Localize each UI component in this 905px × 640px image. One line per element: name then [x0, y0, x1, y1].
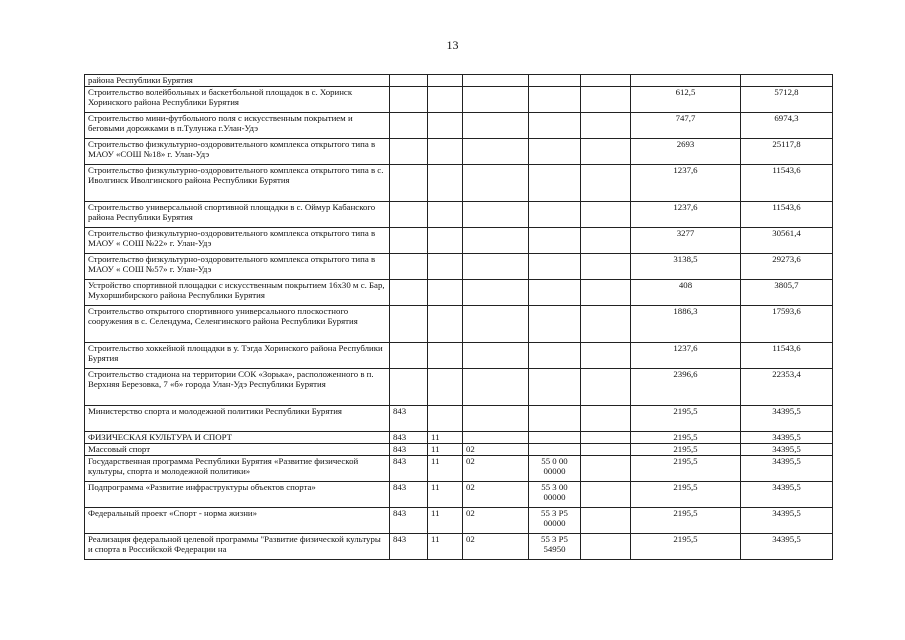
amount-year1-cell	[631, 75, 741, 87]
section-code-cell	[428, 369, 463, 406]
expense-type-cell	[581, 534, 631, 560]
expense-type-cell	[581, 444, 631, 456]
target-article-cell	[529, 254, 581, 280]
ministry-code-cell: 843	[390, 444, 428, 456]
expense-type-cell	[581, 87, 631, 113]
section-code-cell	[428, 75, 463, 87]
expense-type-cell	[581, 369, 631, 406]
target-article-cell	[529, 280, 581, 306]
amount-year2-cell: 11543,6	[741, 165, 833, 202]
section-code-cell	[428, 406, 463, 432]
amount-year1-cell: 2195,5	[631, 432, 741, 444]
table-row	[85, 444, 833, 456]
subsection-code-cell: 02	[463, 508, 529, 534]
row-name-cell: Федеральный проект «Спорт - норма жизни»	[85, 508, 390, 534]
target-article-cell	[529, 306, 581, 343]
ministry-code-cell	[390, 343, 428, 369]
ministry-code-cell	[390, 228, 428, 254]
amount-year1-cell: 2396,6	[631, 369, 741, 406]
expense-type-cell	[581, 306, 631, 343]
amount-year2-cell: 5712,8	[741, 87, 833, 113]
amount-year2-cell: 3805,7	[741, 280, 833, 306]
subsection-code-cell	[463, 75, 529, 87]
ministry-code-cell	[390, 306, 428, 343]
amount-year1-cell: 1237,6	[631, 343, 741, 369]
subsection-code-cell	[463, 139, 529, 165]
target-article-cell	[529, 444, 581, 456]
table-row	[85, 306, 833, 343]
table-row	[85, 165, 833, 202]
row-name-cell: района Республики Бурятия	[85, 75, 390, 87]
row-name-cell: Устройство спортивной площадки с искусственным покрытием 16х30 м с. Бар, Мухоршибирского района Республики Бурятия	[85, 280, 390, 306]
target-article-cell	[529, 113, 581, 139]
amount-year2-cell: 34395,5	[741, 406, 833, 432]
section-code-cell	[428, 87, 463, 113]
ministry-code-cell: 843	[390, 432, 428, 444]
amount-year1-cell: 1237,6	[631, 202, 741, 228]
section-code-cell	[428, 228, 463, 254]
subsection-code-cell	[463, 165, 529, 202]
amount-year2-cell: 34395,5	[741, 432, 833, 444]
subsection-code-cell	[463, 369, 529, 406]
row-name-cell: Строительство универсальной спортивной площадки в с. Оймур Кабанского района Республики Бурятия	[85, 202, 390, 228]
row-name-cell: Строительство стадиона на территории СОК «Зорька», расположенного в п. Верхняя Березовка, 7 «б» города Улан-Удэ Республики Бурятия	[85, 369, 390, 406]
target-article-cell: 55 3 00 00000	[529, 482, 581, 508]
amount-year2-cell: 29273,6	[741, 254, 833, 280]
section-code-cell: 11	[428, 456, 463, 482]
amount-year2-cell: 22353,4	[741, 369, 833, 406]
expense-type-cell	[581, 343, 631, 369]
subsection-code-cell: 02	[463, 482, 529, 508]
table-row	[85, 202, 833, 228]
target-article-cell	[529, 165, 581, 202]
target-article-cell	[529, 406, 581, 432]
table-row	[85, 139, 833, 165]
target-article-cell	[529, 75, 581, 87]
amount-year1-cell: 408	[631, 280, 741, 306]
subsection-code-cell	[463, 280, 529, 306]
ministry-code-cell	[390, 280, 428, 306]
subsection-code-cell	[463, 202, 529, 228]
row-name-cell: Строительство хоккейной площадки в у. Тэгда Хоринского района Республики Бурятия	[85, 343, 390, 369]
expense-type-cell	[581, 113, 631, 139]
target-article-cell	[529, 228, 581, 254]
section-code-cell	[428, 113, 463, 139]
row-name-cell: Министерство спорта и молодежной политики Республики Бурятия	[85, 406, 390, 432]
amount-year2-cell	[741, 75, 833, 87]
expense-type-cell	[581, 508, 631, 534]
row-name-cell: Строительство физкультурно-оздоровительного комплекса открытого типа в МАОУ «СОШ №18» г. Улан-Удэ	[85, 139, 390, 165]
target-article-cell	[529, 87, 581, 113]
subsection-code-cell	[463, 87, 529, 113]
expense-type-cell	[581, 456, 631, 482]
expense-type-cell	[581, 228, 631, 254]
row-name-cell: Строительство физкультурно-оздоровительного комплекса открытого типа в МАОУ « СОШ №57» г. Улан-Удэ	[85, 254, 390, 280]
ministry-code-cell	[390, 165, 428, 202]
amount-year1-cell: 747,7	[631, 113, 741, 139]
amount-year1-cell: 2195,5	[631, 508, 741, 534]
target-article-cell	[529, 139, 581, 165]
row-name-cell: Государственная программа Республики Бурятия «Развитие физической культуры, спорта и молодежной политики»	[85, 456, 390, 482]
section-code-cell: 11	[428, 432, 463, 444]
row-name-cell: Строительство открытого спортивного универсального плоскостного сооружения в с. Селендума, Селенгинского района Республики Бурятия	[85, 306, 390, 343]
amount-year1-cell: 1237,6	[631, 165, 741, 202]
table-row	[85, 280, 833, 306]
amount-year2-cell: 6974,3	[741, 113, 833, 139]
table-row	[85, 406, 833, 432]
amount-year2-cell: 30561,4	[741, 228, 833, 254]
expense-type-cell	[581, 202, 631, 228]
amount-year1-cell: 1886,3	[631, 306, 741, 343]
expense-type-cell	[581, 75, 631, 87]
subsection-code-cell	[463, 406, 529, 432]
table-row	[85, 456, 833, 482]
ministry-code-cell: 843	[390, 482, 428, 508]
section-code-cell	[428, 280, 463, 306]
table-row	[85, 113, 833, 139]
target-article-cell	[529, 343, 581, 369]
row-name-cell: Подпрограмма «Развитие инфраструктуры объектов спорта»	[85, 482, 390, 508]
row-name-cell: Строительство волейбольных и баскетбольной площадок в с. Хоринск Хоринского района Республики Бурятия	[85, 87, 390, 113]
subsection-code-cell: 02	[463, 456, 529, 482]
row-name-cell: Массовый спорт	[85, 444, 390, 456]
table-row	[85, 369, 833, 406]
row-name-cell: Строительство мини-футбольного поля с искусственным покрытием и беговыми дорожками в п.Тулунжа г.Улан-Удэ	[85, 113, 390, 139]
expense-type-cell	[581, 254, 631, 280]
amount-year1-cell: 3277	[631, 228, 741, 254]
ministry-code-cell: 843	[390, 534, 428, 560]
amount-year2-cell: 11543,6	[741, 202, 833, 228]
table-row	[85, 534, 833, 560]
subsection-code-cell	[463, 254, 529, 280]
target-article-cell: 55 3 Р5 00000	[529, 508, 581, 534]
ministry-code-cell	[390, 139, 428, 165]
row-name-cell: ФИЗИЧЕСКАЯ КУЛЬТУРА И СПОРТ	[85, 432, 390, 444]
amount-year1-cell: 3138,5	[631, 254, 741, 280]
section-code-cell	[428, 306, 463, 343]
page-number: 13	[446, 38, 459, 52]
ministry-code-cell	[390, 87, 428, 113]
amount-year2-cell: 34395,5	[741, 456, 833, 482]
table-row	[85, 228, 833, 254]
expense-type-cell	[581, 406, 631, 432]
amount-year1-cell: 2195,5	[631, 406, 741, 432]
target-article-cell	[529, 432, 581, 444]
row-name-cell: Строительство физкультурно-оздоровительного комплекса открытого типа в МАОУ « СОШ №22» г. Улан-Удэ	[85, 228, 390, 254]
expense-type-cell	[581, 432, 631, 444]
section-code-cell	[428, 165, 463, 202]
amount-year2-cell: 34395,5	[741, 508, 833, 534]
table-row	[85, 75, 833, 87]
target-article-cell: 55 0 00 00000	[529, 456, 581, 482]
ministry-code-cell	[390, 202, 428, 228]
expense-type-cell	[581, 139, 631, 165]
ministry-code-cell	[390, 254, 428, 280]
amount-year1-cell: 2693	[631, 139, 741, 165]
table-row	[85, 343, 833, 369]
amount-year1-cell: 2195,5	[631, 534, 741, 560]
amount-year1-cell: 612,5	[631, 87, 741, 113]
table-row	[85, 254, 833, 280]
ministry-code-cell: 843	[390, 508, 428, 534]
amount-year2-cell: 11543,6	[741, 343, 833, 369]
ministry-code-cell: 843	[390, 406, 428, 432]
subsection-code-cell	[463, 113, 529, 139]
amount-year1-cell: 2195,5	[631, 482, 741, 508]
section-code-cell	[428, 343, 463, 369]
row-name-cell: Реализация федеральной целевой программы "Развитие физической культуры и спорта в Российской Федерации на	[85, 534, 390, 560]
target-article-cell	[529, 369, 581, 406]
section-code-cell: 11	[428, 482, 463, 508]
amount-year2-cell: 17593,6	[741, 306, 833, 343]
subsection-code-cell	[463, 228, 529, 254]
amount-year1-cell: 2195,5	[631, 456, 741, 482]
table-row	[85, 87, 833, 113]
table-row	[85, 482, 833, 508]
amount-year2-cell: 34395,5	[741, 444, 833, 456]
amount-year2-cell: 34395,5	[741, 534, 833, 560]
amount-year2-cell: 25117,8	[741, 139, 833, 165]
subsection-code-cell: 02	[463, 444, 529, 456]
ministry-code-cell	[390, 369, 428, 406]
subsection-code-cell: 02	[463, 534, 529, 560]
section-code-cell	[428, 202, 463, 228]
section-code-cell	[428, 139, 463, 165]
row-name-cell: Строительство физкультурно-оздоровительного комплекса открытого типа в с. Иволгинск Иволгинского района Республики Бурятия	[85, 165, 390, 202]
subsection-code-cell	[463, 432, 529, 444]
amount-year1-cell: 2195,5	[631, 444, 741, 456]
section-code-cell: 11	[428, 534, 463, 560]
section-code-cell: 11	[428, 508, 463, 534]
target-article-cell	[529, 202, 581, 228]
ministry-code-cell	[390, 75, 428, 87]
section-code-cell	[428, 254, 463, 280]
ministry-code-cell	[390, 113, 428, 139]
expense-type-cell	[581, 280, 631, 306]
table-row	[85, 432, 833, 444]
target-article-cell: 55 3 Р5 54950	[529, 534, 581, 560]
budget-table	[84, 74, 833, 560]
table-row	[85, 508, 833, 534]
subsection-code-cell	[463, 306, 529, 343]
expense-type-cell	[581, 482, 631, 508]
section-code-cell: 11	[428, 444, 463, 456]
ministry-code-cell: 843	[390, 456, 428, 482]
expense-type-cell	[581, 165, 631, 202]
subsection-code-cell	[463, 343, 529, 369]
amount-year2-cell: 34395,5	[741, 482, 833, 508]
